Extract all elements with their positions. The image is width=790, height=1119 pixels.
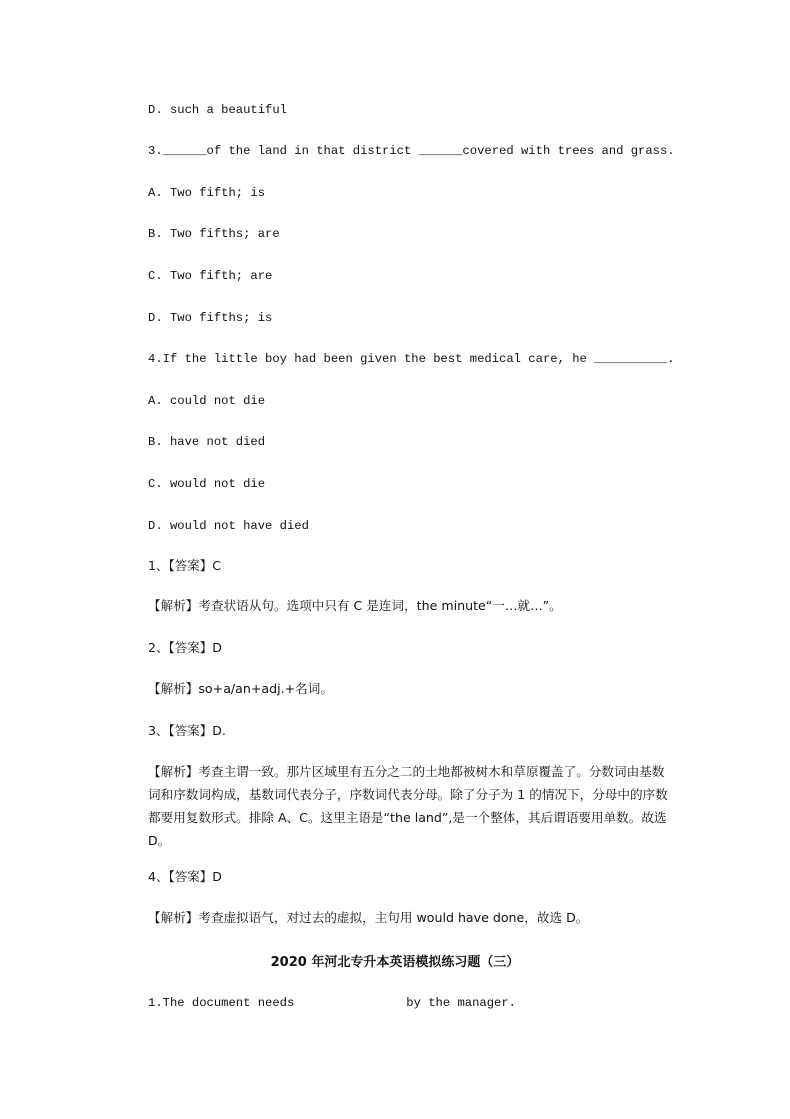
q3-option-d: D. Two fifths; is xyxy=(148,311,273,325)
q4-stem: 4.If the little boy had been given the best medical care, he __________. xyxy=(148,352,675,366)
q3-option-b: B. Two fifths; are xyxy=(148,227,280,241)
q3-option-c: C. Two fifth; are xyxy=(148,269,273,283)
section-title: 2020 年河北专升本英语模拟练习题（三） xyxy=(270,955,520,970)
answer-4: 4、【答案】D xyxy=(148,869,222,884)
q4-option-b: B. have not died xyxy=(148,435,266,449)
q4-option-d: D. would not have died xyxy=(148,519,309,533)
analysis-1: 【解析】考查状语从句。选项中只有 C 是连词，the minute“一…就…”。 xyxy=(148,598,562,613)
next-q1 xyxy=(148,995,670,1011)
answer-3: 3、【答案】D. xyxy=(148,723,226,738)
q4-option-c: C. would not die xyxy=(148,477,266,491)
q4-option-a: A. could not die xyxy=(148,394,266,408)
next-q1-part2: by the manager. xyxy=(406,996,516,1010)
analysis-4: 【解析】考查虚拟语气，对过去的虚拟，主句用 would have done，故选 D。 xyxy=(148,910,589,925)
q3-stem: 3.______of the land in that district ______covered with trees and grass. xyxy=(148,144,675,158)
q2-option-d: D. such a beautiful xyxy=(148,103,287,117)
answer-2: 2、【答案】D xyxy=(148,640,222,655)
next-q1-part1: 1.The document needs xyxy=(148,996,295,1010)
q3-option-a: A. Two fifth; is xyxy=(148,186,266,200)
analysis-2: 【解析】so+a/an+adj.+名词。 xyxy=(148,681,333,696)
analysis-3: 【解析】考查主谓一致。那片区域里有五分之二的土地都被树木和草原覆盖了。分数词由基数词和序数词构成，基数词代表分子，序数词代表分母。除了分子为 1 的情况下，分母中的序数都要用复数形式。排除 A、C。这里主语是“the land”,是一个整体，其后谓语要用单数。故选 D。 xyxy=(148,764,668,848)
answer-1: 1、【答案】C xyxy=(148,558,221,573)
